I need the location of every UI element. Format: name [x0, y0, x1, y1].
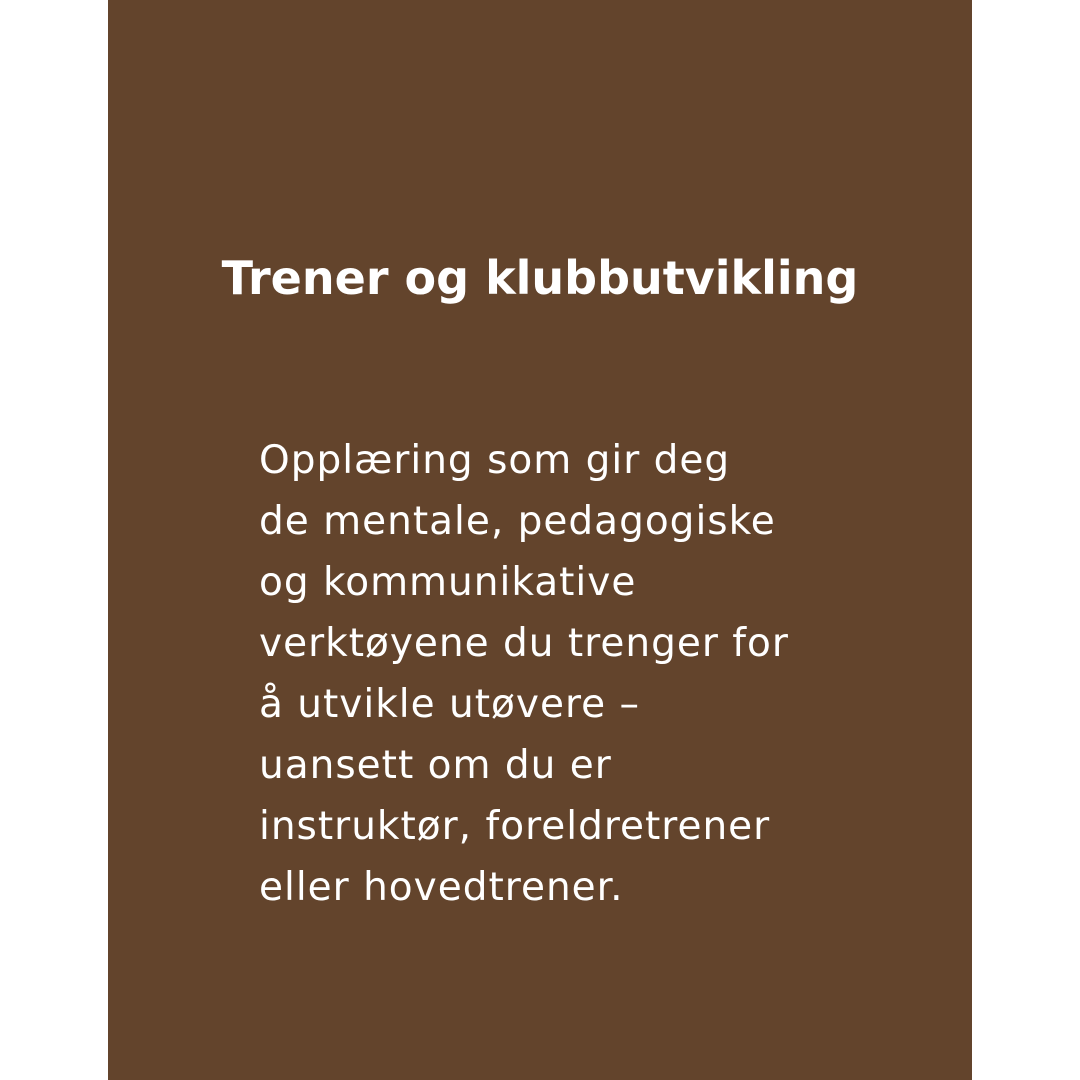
description-line: og kommunikative — [259, 560, 637, 605]
card-description — [259, 430, 899, 918]
description-line: eller hovedtrener. — [259, 865, 624, 910]
description-line: uansett om du er — [259, 743, 612, 788]
description-line: instruktør, foreldretrener — [259, 804, 771, 849]
card-title: Trener og klubbutvikling — [221, 251, 859, 305]
description-line: å utvikle utøvere – — [259, 682, 641, 727]
description-line: verktøyene du trenger for — [259, 621, 789, 666]
description-line: de mentale, pedagogiske — [259, 499, 776, 544]
description-line: Opplæring som gir deg — [259, 438, 731, 483]
info-card — [108, 0, 972, 1080]
